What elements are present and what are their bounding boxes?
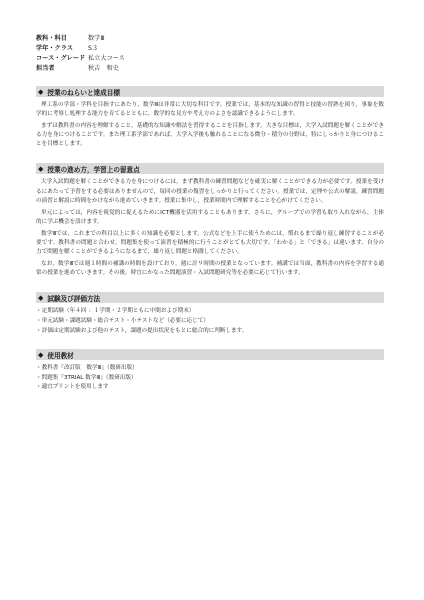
paragraph: 数学Ⅲでは，これまでの科目以上に多くの知識を必要とします。公式などを上手に使うためには，慣れるまで繰り返し練習することが必要です。教科書の問題と合わせ，問題集を使って演習を積極的に行うことがとても大切です。「わかる」と「できる」は違います。自分の力で問題を解くことができるようになるまで，繰り返し問題と格闘してください。 <box>36 230 384 256</box>
section-heading <box>36 349 384 360</box>
info-row-subject <box>36 34 384 44</box>
section-title: 試験及び評価方法 <box>47 294 101 303</box>
paragraph: 大学入試問題を解くことができる力を身につけるには，まず教科書の練習問題などを確実に解くことができる力が必要です。授業を受けるにあたって予習をする必要はありませんので，毎回の授業の復習をしっかりと行ってください。授業では，定理や公式の解説，練習問題の演習と解説に時間をかけながら進めていきます。授業に集中し，授業時間内で理解することを心がけてください。 <box>36 179 384 204</box>
paragraph: まずは教科書の内容を理解すること，基礎的な知識や解法を習得することを目指します。大きな目標は，大学入試問題を解くことができる力を身につけることです。また理工系学部であれば，大学入学後も触れることになる微分・積分の分野は，特にしっかりと身につけることを目標とします。 <box>36 123 384 148</box>
info-row-course <box>36 54 384 64</box>
list-item: ・単元試験・課題試験・総合テスト・小テストなど（必要に応じて） <box>36 318 209 324</box>
section-methods <box>36 163 384 278</box>
diamond-icon: ◆ <box>38 87 44 96</box>
paragraph: 理工系の学部・学科を目指すにあたり，数学Ⅲは非常に大切な科目です。授業では，基本的な知識の習得と技能の習熟を図り，事象を数学的に考察し処理する能力を育てるとともに，数学的な見方や考え方のよさを認識できるようにします。 <box>36 102 384 118</box>
section-heading <box>36 86 384 97</box>
section-goals <box>36 86 384 149</box>
info-value: 私立大コース <box>88 55 125 62</box>
diamond-icon: ◆ <box>38 293 44 302</box>
info-value: 秋吉 和史 <box>88 65 119 72</box>
diamond-icon: ◆ <box>38 164 44 173</box>
info-row-teacher <box>36 64 384 74</box>
list-item: ・評価は定期試験および他のテスト，課題の提出状況をもとに総合的に判断します。 <box>36 327 248 334</box>
section-title: 授業の進め方，学習上の留意点 <box>47 165 140 174</box>
section-heading <box>36 292 384 303</box>
info-row-grade-class <box>36 44 384 54</box>
list-item: ・適宜プリントを使用します <box>36 384 109 391</box>
section-evaluation <box>36 292 384 336</box>
info-label: コース・グレード <box>36 55 86 62</box>
paragraph: なお，数学Ⅲでは週１時間の補講の時間を設けており，週に計９時間の授業となっています。補講では当面，教科書の内容を学習する通常の授業を進めていきます。その後，時宜にかなった問題演習・入試問題研究等を必要に応じて行います。 <box>36 261 384 277</box>
info-value: S３ <box>88 45 99 52</box>
section-materials <box>36 349 384 393</box>
course-info <box>36 34 384 74</box>
section-title: 授業のねらいと達成目標 <box>47 88 120 97</box>
evaluation-list <box>36 307 384 336</box>
diamond-icon: ◆ <box>38 350 44 359</box>
materials-list <box>36 364 384 393</box>
list-item: ・教科書『改訂版 数学Ⅲ』（数研出版） <box>36 365 138 372</box>
section-heading <box>36 163 384 174</box>
section-title: 使用教材 <box>47 351 74 360</box>
info-label: 担当者 <box>36 65 55 72</box>
paragraph: 単元によっては，内容を視覚的に捉えるためにICT機器を活用することもあります。さらに，グループでの学習も取り入れながら，主体的に学ぶ機会を設けます。 <box>36 209 384 225</box>
list-item: ・定期試験（年４回 ：１学期・２学期ともに中間および期末） <box>36 308 195 315</box>
info-label: 学年・クラス <box>36 45 73 52</box>
info-label: 教科・科目 <box>36 35 67 42</box>
info-value: 数学Ⅲ <box>88 35 105 42</box>
list-item: ・問題集『3TRIAL 数学Ⅲ』（数研出版） <box>36 374 137 381</box>
